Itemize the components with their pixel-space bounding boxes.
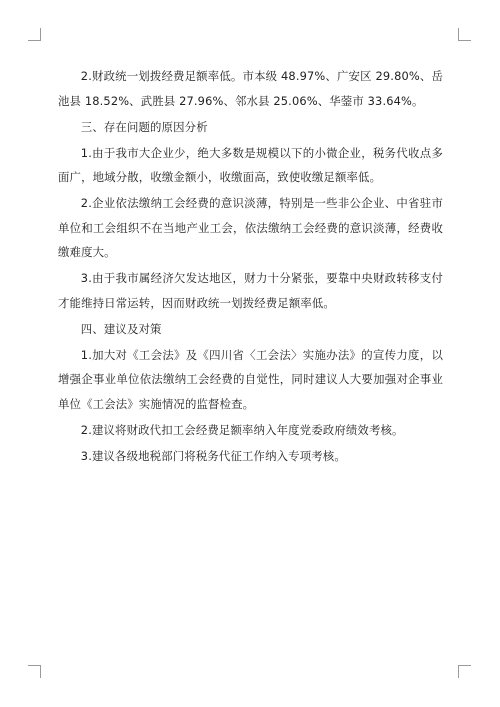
crop-mark-top-right	[458, 28, 471, 41]
section-heading-cause-analysis: 三、存在问题的原因分析	[80, 119, 208, 134]
crop-mark-bottom-right	[458, 665, 471, 678]
crop-mark-top-left	[28, 28, 41, 41]
crop-mark-bottom-left	[28, 665, 41, 678]
document-body	[58, 64, 443, 470]
paragraph-cause-3: 3.由于我市属经济欠发达地区，财力十分紧张，要靠中央财政转移支付才能维持日常运转，因而财政统一划拨经费足额率低。	[58, 271, 443, 310]
section-heading-suggestions: 四、建议及对策	[80, 321, 162, 336]
paragraph-suggestion-3: 3.建议各级地税部门将税务代征工作纳入专项考核。	[80, 448, 346, 463]
paragraph-suggestion-2: 2.建议将财政代扣工会经费足额率纳入年度党委政府绩效考核。	[80, 422, 404, 437]
paragraph-suggestion-1: 1.加大对《工会法》及《四川省〈工会法〉实施办法》的宣传力度，以增强企事业单位依法缴纳工会经费的自觉性，同时建议人大要加强对企事业单位《工会法》实施情况的监督检查。	[58, 347, 443, 411]
paragraph-finance-rate: 2.财政统一划拨经费足额率低。市本级 48.97%、广安区 29.80%、岳池县 18.52%、武胜县 27.96%、邻水县 25.06%、华蓥市 33.64%。	[58, 69, 443, 108]
paragraph-cause-2: 2.企业依法缴纳工会经费的意识淡薄，特别是一些非公企业、中省驻市单位和工会组织不在当地产业工会，依法缴纳工会经费的意识淡薄，经费收缴难度大。	[58, 196, 443, 259]
paragraph-cause-1: 1.由于我市大企业少，绝大多数是规模以下的小微企业，税务代收点多面广，地域分散，收缴金额小，收缴面高，致使收缴足额率低。	[58, 145, 443, 184]
